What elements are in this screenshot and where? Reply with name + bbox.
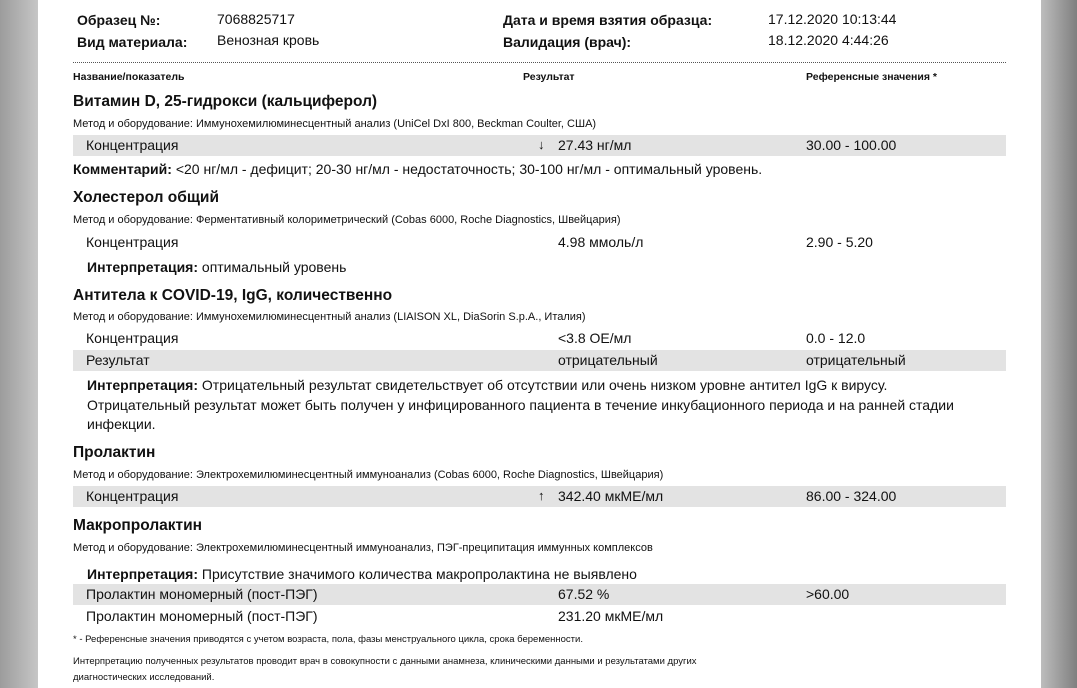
validation-label: Валидация (врач): — [503, 34, 632, 50]
row-reference: 30.00 - 100.00 — [806, 137, 897, 153]
section-title-macroprolactin: Макропролактин — [73, 517, 203, 534]
column-header-name: Название/показатель — [73, 71, 185, 83]
material-value: Венозная кровь — [217, 32, 320, 48]
comment-text: <20 нг/мл - дефицит; 20-30 нг/мл - недостаточность; 30-100 нг/мл - оптимальный уровень. — [171, 161, 763, 177]
interpretation-text: оптимальный уровень — [198, 259, 347, 275]
interpretation-text: Отрицательный результат свидетельствует об отсутствии или очень низком уровне антител IgG к вирусу. Отрицательный результат может быть получен у инфицированного пациента в течение инкубационного периода и на ранней стадии инфекции. — [87, 377, 954, 432]
table-row — [73, 584, 1006, 605]
row-result: 342.40 мкМЕ/мл — [558, 488, 664, 504]
doctor-note: Интерпретацию полученных результатов проводит врач в совокупности с данными анамнеза, клиническими данными и результатами других — [73, 656, 697, 667]
table-row — [73, 350, 1006, 371]
table-row — [73, 328, 1006, 349]
comment-vitamin-d — [73, 161, 762, 177]
row-reference: отрицательный — [806, 352, 906, 368]
material-label: Вид материала: — [77, 34, 188, 50]
table-row — [73, 232, 1006, 253]
row-reference: >60.00 — [806, 586, 850, 602]
report-page — [38, 0, 1041, 688]
sampling-date-value: 17.12.2020 10:13:44 — [768, 11, 897, 27]
sample-number-value: 7068825717 — [217, 11, 295, 27]
doctor-note-continued: диагностических исследований. — [73, 672, 215, 683]
row-reference: 86.00 - 324.00 — [806, 488, 897, 504]
row-result: 231.20 мкМЕ/мл — [558, 608, 664, 624]
row-reference: 2.90 - 5.20 — [806, 234, 873, 250]
interpretation-macroprolactin — [87, 566, 637, 582]
row-result: 4.98 ммоль/л — [558, 234, 644, 250]
row-result: 27.43 нг/мл — [558, 137, 632, 153]
row-name: Концентрация — [86, 330, 179, 346]
interpretation-cholesterol — [87, 259, 346, 275]
left-shadow — [0, 0, 38, 688]
sampling-date-label: Дата и время взятия образца: — [503, 12, 713, 28]
comment-label: Комментарий: — [73, 161, 172, 177]
column-header-reference: Референсные значения * — [806, 71, 937, 83]
interpretation-covid — [87, 376, 967, 435]
row-result: 67.52 % — [558, 586, 610, 602]
section-title-covid: Антитела к COVID-19, IgG, количественно — [73, 287, 393, 304]
interpretation-label: Интерпретация: — [87, 259, 199, 275]
interpretation-label: Интерпретация: — [87, 566, 199, 582]
method-macroprolactin: Метод и оборудование: Электрохемилюминесцентный иммуноанализ, ПЭГ-преципитация иммунных комплексов — [73, 542, 653, 554]
row-name: Пролактин мономерный (пост-ПЭГ) — [86, 608, 318, 624]
section-title-cholesterol: Холестерол общий — [73, 189, 219, 206]
table-row — [73, 135, 1006, 156]
method-prolactin: Метод и оборудование: Электрохемилюминесцентный иммуноанализ (Cobas 6000, Roche Diagnostics, Швейцария) — [73, 469, 664, 481]
header-divider — [73, 62, 1006, 63]
interpretation-label: Интерпретация: — [87, 377, 199, 393]
section-title-vitamin-d: Витамин D, 25-гидрокси (кальциферол) — [73, 93, 378, 110]
method-cholesterol: Метод и оборудование: Ферментативный колориметрический (Cobas 6000, Roche Diagnostics, Швейцария) — [73, 214, 621, 226]
method-covid: Метод и оборудование: Иммунохемилюминесцентный анализ (LIAISON XL, DiaSorin S.p.A., Италия) — [73, 311, 586, 323]
validation-value: 18.12.2020 4:44:26 — [768, 32, 889, 48]
arrow-up-icon: ↑ — [538, 488, 545, 503]
row-name: Концентрация — [86, 488, 179, 504]
column-header-result: Результат — [523, 71, 575, 83]
row-name: Концентрация — [86, 234, 179, 250]
section-title-prolactin: Пролактин — [73, 444, 156, 461]
right-shadow — [1041, 0, 1077, 688]
arrow-down-icon: ↓ — [538, 137, 545, 152]
row-result: <3.8 ОЕ/мл — [558, 330, 632, 346]
row-name: Концентрация — [86, 137, 179, 153]
row-name: Результат — [86, 352, 150, 368]
sample-number-label: Образец №: — [77, 12, 161, 28]
row-result: отрицательный — [558, 352, 658, 368]
table-row — [73, 606, 1006, 627]
row-name: Пролактин мономерный (пост-ПЭГ) — [86, 586, 318, 602]
reference-footnote: * - Референсные значения приводятся с учетом возраста, пола, фазы менструального цикла, срока беременности. — [73, 634, 583, 645]
table-row — [73, 486, 1006, 507]
method-vitamin-d: Метод и оборудование: Иммунохемилюминесцентный анализ (UniCel DxI 800, Beckman Coulter, США) — [73, 118, 597, 130]
interpretation-text: Присутствие значимого количества макропролактина не выявлено — [198, 566, 637, 582]
row-reference: 0.0 - 12.0 — [806, 330, 866, 346]
